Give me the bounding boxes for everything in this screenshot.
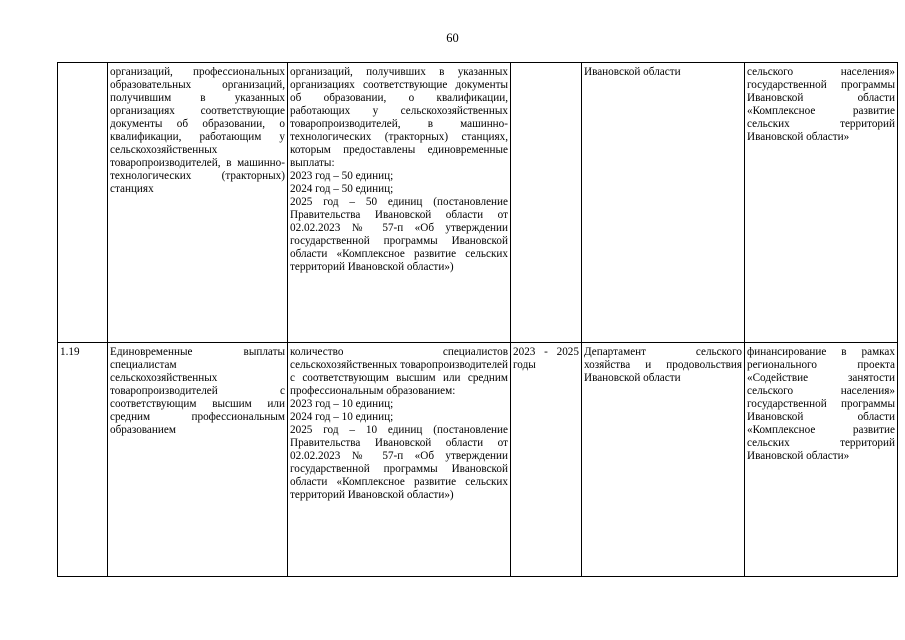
indicator-cell: [288, 343, 511, 577]
row-number-cell: 1.19: [58, 343, 108, 577]
indicator-text: количество специалистов сельскохозяйственных товаропроизводителей с соответствующим высшим или средним профессиональным образованием:: [290, 346, 508, 397]
page-number: 60: [446, 31, 459, 45]
funding-cell: сельского населения» государственной программы Ивановской области «Комплексное развитие сельских территорий Ивановской области»: [745, 63, 898, 343]
measures-table: [57, 62, 898, 577]
period-cell: 2023 - 2025 годы: [511, 343, 582, 577]
measure-name-cell: Единовременные выплаты специалистам сельскохозяйственных товаропроизводителей с соответствующим высшим или средним профессиональным образованием: [108, 343, 288, 577]
funding-cell: финансирование в рамках регионального проекта «Содействие занятости сельского населения» государственной программы Ивановской области «Комплексное развитие сельских территорий Ивановской области»: [745, 343, 898, 577]
indicator-year-2023: 2023 год – 50 единиц;: [290, 170, 394, 182]
indicator-year-2025: 2025 год – 10 единиц (постановление Правительства Ивановской области от 02.02.2023 № 57-п «Об утверждении государственной программы Ивановской области «Комплексное развитие сельских территорий Ивановской области»): [290, 424, 508, 501]
table-row: [58, 343, 898, 577]
executor-cell: Ивановской области: [582, 63, 745, 343]
executor-cell: Департамент сельского хозяйства и продовольствия Ивановской области: [582, 343, 745, 577]
row-number-cell: [58, 63, 108, 343]
period-cell: [511, 63, 582, 343]
indicator-text: организаций, получивших в указанных организациях соответствующие документы об образовании, о квалификации, работающих у сельскохозяйственных товаропроизводителей, в машинно-технологических (тракторных) станциях, которым предоставлены единовременные выплаты:: [290, 66, 508, 169]
measure-name-cell: организаций, профессиональных образовательных организаций, получившим в указанных организациях соответствующие документы об образовании, о квалификации, работающим у сельскохозяйственных товаропроизводителей, в машинно-технологических (тракторных) станциях: [108, 63, 288, 343]
table-row: [58, 63, 898, 343]
indicator-year-2024: 2024 год – 50 единиц;: [290, 183, 394, 195]
indicator-cell: [288, 63, 511, 343]
indicator-year-2023: 2023 год – 10 единиц;: [290, 398, 394, 410]
indicator-year-2024: 2024 год – 10 единиц;: [290, 411, 394, 423]
indicator-year-2025: 2025 год – 50 единиц (постановление Правительства Ивановской области от 02.02.2023 № 57-п «Об утверждении государственной программы Ивановской области «Комплексное развитие сельских территорий Ивановской области»): [290, 196, 508, 273]
